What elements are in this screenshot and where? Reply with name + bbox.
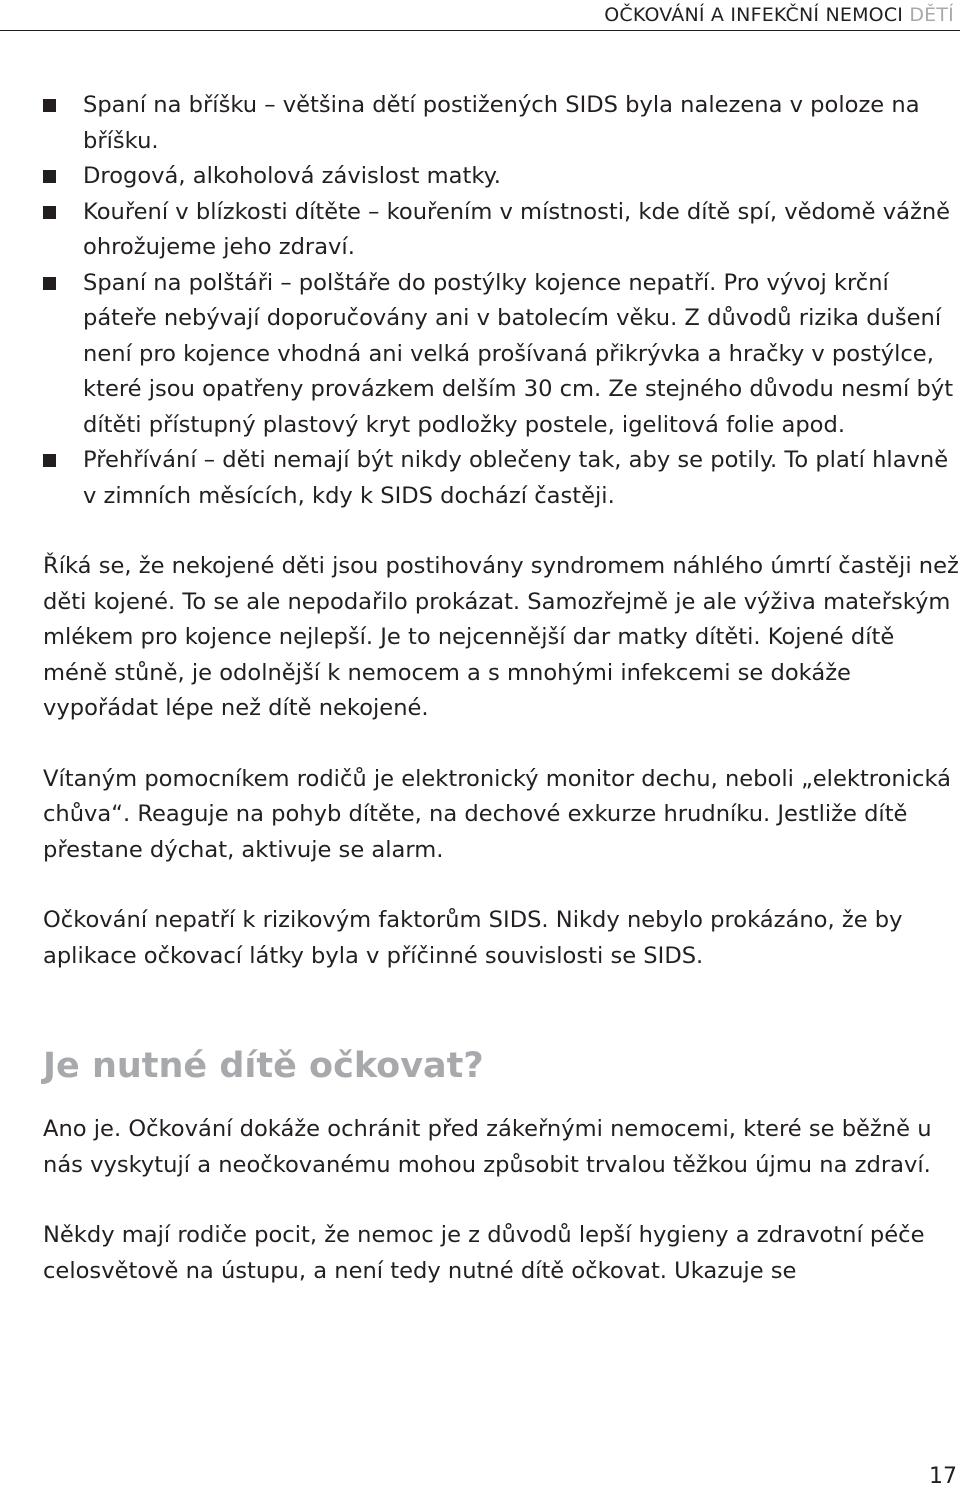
square-bullet-icon <box>43 277 56 290</box>
square-bullet-icon <box>43 170 56 183</box>
list-item <box>43 443 960 514</box>
running-header <box>604 4 954 26</box>
running-header-title: OČKOVÁNÍ A INFEKČNÍ NEMOCI <box>604 4 910 26</box>
square-bullet-icon <box>43 454 56 467</box>
body-paragraph: Očkování nepatří k rizikovým faktorům SIDS. Nikdy nebylo prokázáno, že by aplikace očkovací látky byla v příčinné souvislosti se SIDS. <box>43 907 903 969</box>
body-paragraph: Ano je. Očkování dokáže ochránit před zákeřnými nemocemi, které se běžně u nás vyskytují a neočkovanému mohou způsobit trvalou těžkou újmu na zdraví. <box>43 1116 932 1178</box>
list-item <box>43 159 960 195</box>
square-bullet-icon <box>43 99 56 112</box>
list-item-text: Přehřívání – děti nemají být nikdy oblečeny tak, aby se potily. To platí hlavně v zimních měsících, kdy k SIDS dochází častěji. <box>83 447 949 509</box>
risk-factor-list <box>43 88 960 514</box>
section-heading: Je nutné dítě očkovat? <box>43 1046 484 1086</box>
running-header-accent: DĚTÍ <box>909 4 954 26</box>
list-item-text: Spaní na polštáři – polštáře do postýlky kojence nepatří. Pro vývoj krční páteře nebývají doporučovány ani v batolecím věku. Z důvodů rizika dušení není pro kojence vhodná ani velká prošívaná přikrývka a hračky v postýlce, které jsou opatřeny provázkem delším 30 cm. Ze stejného důvodu nesmí být dítěti přístupný plastový kryt podložky postele, igelitová folie apod. <box>83 269 954 438</box>
list-item-text: Kouření v blízkosti dítěte – kouřením v místnosti, kde dítě spí, vědomě vážně ohrožujeme jeho zdraví. <box>83 198 951 260</box>
body-paragraph: Vítaným pomocníkem rodičů je elektronický monitor dechu, neboli „elektronická chůva“. Reaguje na pohyb dítěte, na dechové exkurze hrudníku. Jestliže dítě přestane dýchat, aktivuje se alarm. <box>43 765 951 863</box>
page-content <box>43 88 960 1289</box>
body-paragraph: Někdy mají rodiče pocit, že nemoc je z důvodů lepší hygieny a zdravotní péče celosvětově na ústupu, a není tedy nutné dítě očkovat. Ukazuje se <box>43 1222 925 1284</box>
list-item-text: Spaní na bříšku – většina dětí postižených SIDS byla nalezena v poloze na bříšku. <box>83 92 920 154</box>
body-paragraph: Říká se, že nekojené děti jsou postihovány syndromem náhlého úmrtí častěji než děti kojené. To se ale nepodařilo prokázat. Samozřejmě je ale výživa mateřským mlékem pro kojence nejlepší. Je to nejcennější dar matky dítěti. Kojené dítě méně stůně, je odolnější k nemocem a s mnohými infekcemi se dokáže vypořádat lépe než dítě nekojené. <box>43 553 959 721</box>
square-bullet-icon <box>43 206 56 219</box>
list-item <box>43 266 960 444</box>
list-item <box>43 88 960 159</box>
list-item <box>43 195 960 266</box>
header-rule <box>0 30 960 31</box>
list-item-text: Drogová, alkoholová závislost matky. <box>83 163 501 189</box>
page-number: 17 <box>929 1464 957 1489</box>
